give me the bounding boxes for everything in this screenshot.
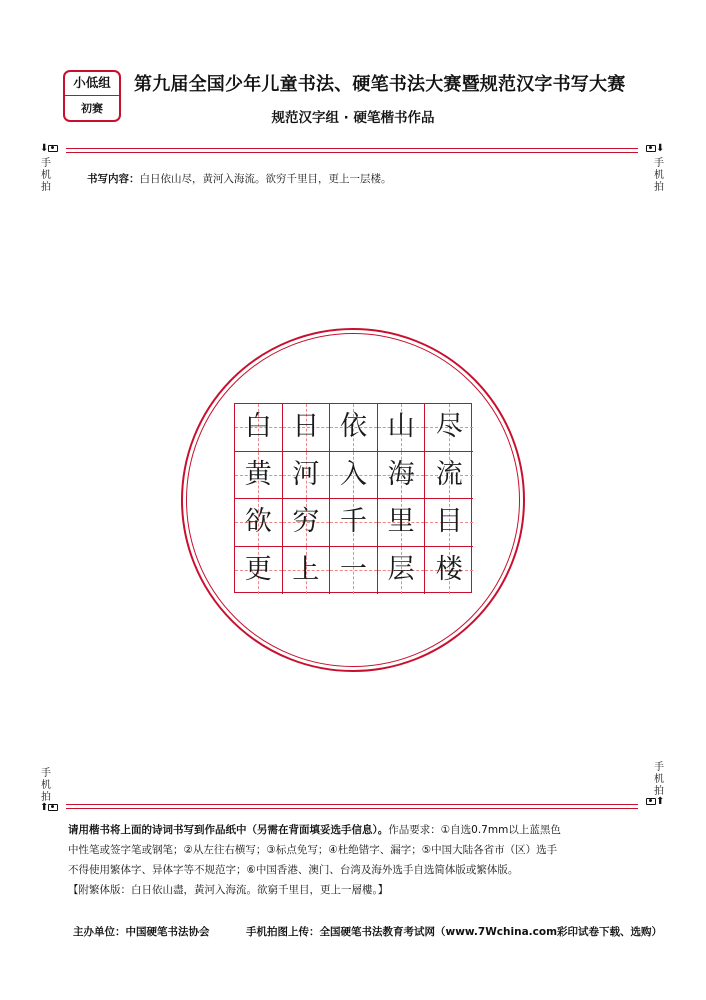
bottom-divider bbox=[66, 804, 638, 809]
camera-icon bbox=[646, 145, 656, 152]
arrow-up-icon: ⬆ bbox=[40, 802, 49, 813]
grid-cell: 依 bbox=[330, 404, 378, 452]
grid-cell: 上 bbox=[283, 547, 331, 595]
grid-cell: 入 bbox=[330, 452, 378, 500]
bottom-right-camera-mark bbox=[646, 796, 664, 807]
phone-label-top-right: 手机拍 bbox=[654, 158, 664, 193]
grid-cell: 千 bbox=[330, 499, 378, 547]
top-left-camera-mark bbox=[40, 143, 58, 154]
instructions-line-2: 中性笔或签字笔或钢笔；②从左往右横写；③标点免写；④杜绝错字、漏字；⑤中国大陆各省市（区）选手 bbox=[68, 844, 558, 856]
grid-cell: 穷 bbox=[283, 499, 331, 547]
bottom-left-camera-mark bbox=[40, 802, 58, 813]
grid-cell: 河 bbox=[283, 452, 331, 500]
writing-content bbox=[87, 171, 392, 186]
badge-round-label: 初赛 bbox=[81, 102, 103, 115]
grid-cell: 楼 bbox=[425, 547, 473, 595]
grid-cell: 更 bbox=[235, 547, 283, 595]
instructions-line-1: 请用楷书将上面的诗词书写到作品纸中（另需在背面填妥选手信息）。作品要求：①自选0.7mm以上蓝黑色 bbox=[68, 824, 561, 836]
top-divider bbox=[66, 148, 638, 153]
page-title: 第九届全国少年儿童书法、硬笔书法大赛暨规范汉字书写大赛 bbox=[134, 74, 626, 95]
grid-cell: 尽 bbox=[425, 404, 473, 452]
grid-cell: 日 bbox=[283, 404, 331, 452]
grid-cell: 白 bbox=[235, 404, 283, 452]
phone-label-bottom-left: 手机拍 bbox=[41, 768, 51, 803]
instructions bbox=[68, 820, 640, 900]
grid-cell: 一 bbox=[330, 547, 378, 595]
arrow-down-icon: ⬇ bbox=[40, 143, 49, 154]
grid-cell: 欲 bbox=[235, 499, 283, 547]
top-right-camera-mark bbox=[646, 143, 664, 154]
organizer: 主办单位：中国硬笔书法协会 bbox=[73, 926, 210, 938]
camera-icon bbox=[48, 804, 58, 811]
instructions-line-4: 【附繁体版：白日依山盡，黃河入海流。欲窮千里目，更上一層樓。】 bbox=[68, 884, 389, 896]
grid-cell: 海 bbox=[378, 452, 426, 500]
calligraphy-grid bbox=[234, 403, 472, 593]
writing-content-text: 白日依山尽，黄河入海流。欲穷千里目，更上一层楼。 bbox=[139, 173, 392, 185]
arrow-up-icon: ⬆ bbox=[656, 796, 665, 807]
grid-cell: 山 bbox=[378, 404, 426, 452]
camera-icon bbox=[48, 145, 58, 152]
instructions-line-3: 不得使用繁体字、异体字等不规范字；⑥中国香港、澳门、台湾及海外选手自选简体版或繁体版。 bbox=[68, 864, 519, 876]
phone-label-top-left: 手机拍 bbox=[41, 158, 51, 193]
writing-content-label: 书写内容： bbox=[87, 173, 140, 185]
grid-cell: 流 bbox=[425, 452, 473, 500]
camera-icon bbox=[646, 798, 656, 805]
grid-cell: 层 bbox=[378, 547, 426, 595]
grid-cell: 黄 bbox=[235, 452, 283, 500]
phone-label-bottom-right: 手机拍 bbox=[654, 762, 664, 797]
grid-cell: 目 bbox=[425, 499, 473, 547]
page-subtitle: 规范汉字组 · 硬笔楷书作品 bbox=[271, 110, 435, 126]
upload-info: 手机拍图上传：全国硬笔书法教育考试网（www.7Wchina.com彩印试卷下载、选购） bbox=[246, 926, 663, 938]
badge-group-label: 小低组 bbox=[65, 72, 119, 96]
grid-cell: 里 bbox=[378, 499, 426, 547]
arrow-down-icon: ⬇ bbox=[656, 143, 665, 154]
